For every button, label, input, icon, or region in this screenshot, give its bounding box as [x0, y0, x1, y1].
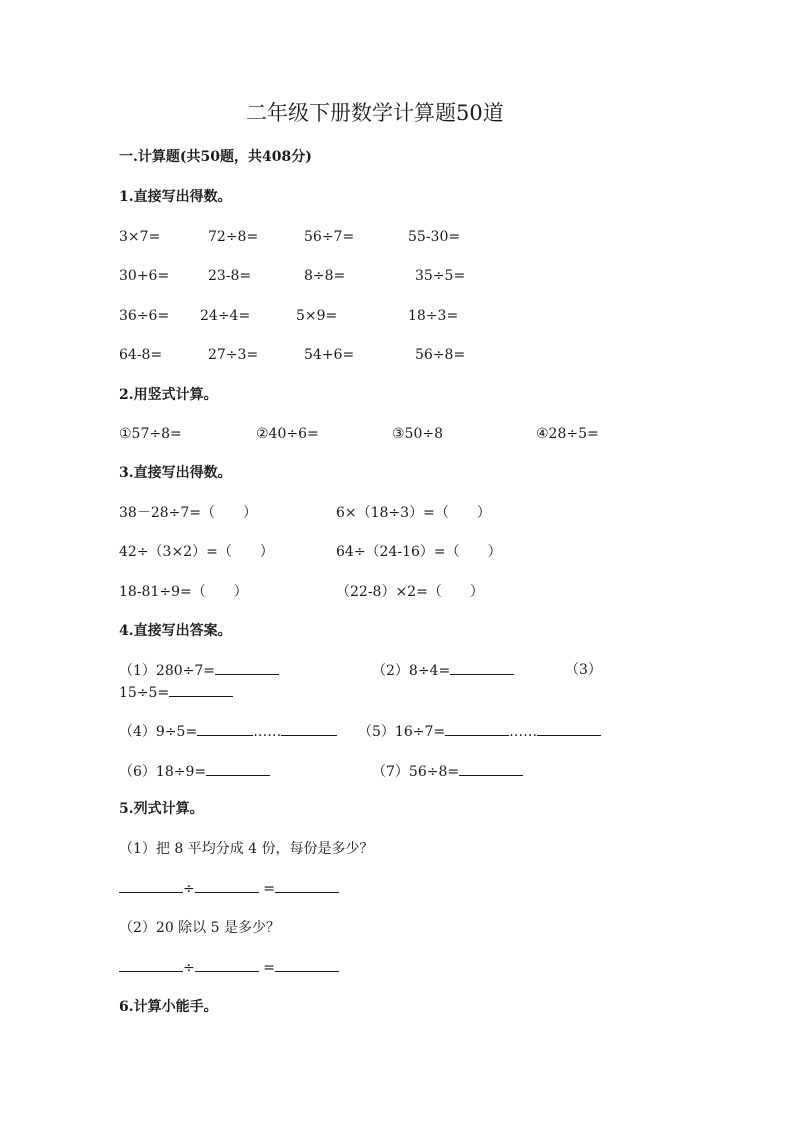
q1-item: 72÷8=: [208, 229, 259, 245]
q3-heading: 3.直接写出得数。: [119, 465, 232, 481]
q1-item: 23-8=: [208, 268, 252, 284]
page-title: 二年级下册数学计算题50道: [246, 101, 504, 125]
q1-item: 24÷4=: [200, 308, 251, 324]
q4-item-label: （5）16÷7=: [358, 724, 446, 740]
q4-item-label: （3）: [565, 662, 602, 678]
q2-item: ③50÷8: [392, 426, 444, 442]
answer-blank: [119, 879, 183, 893]
answer-blank: [445, 722, 509, 736]
q4-item: [358, 722, 601, 741]
q4-item-label: 15÷5=: [119, 685, 170, 701]
answer-blank: [450, 661, 514, 675]
equals-sign: =: [263, 881, 275, 897]
q4-item: [119, 661, 279, 680]
q1-item: 56÷7=: [304, 229, 355, 245]
q2-item: ②40÷6=: [256, 426, 319, 442]
q4-item: [372, 762, 523, 781]
answer-blank: [275, 879, 339, 893]
q1-item: 56÷8=: [415, 347, 466, 363]
remainder-blank: [281, 722, 337, 736]
q3-item: （22-8）×2=（ ）: [336, 584, 484, 600]
divide-sign: ÷: [183, 960, 195, 976]
divide-sign: ÷: [183, 881, 195, 897]
answer-blank: [215, 661, 279, 675]
q1-item: 30+6=: [119, 268, 170, 284]
q4-item-label: （1）280÷7=: [119, 663, 215, 679]
q3-item: 6×（18÷3）=（ ）: [336, 505, 491, 521]
q3-item: 18-81÷9=（ ）: [119, 584, 248, 600]
q1-item: 5×9=: [296, 308, 338, 324]
q6-heading: 6.计算小能手。: [119, 999, 218, 1015]
q5-problem-1: （1）把 8 平均分成 4 份，每份是多少？: [119, 841, 374, 857]
answer-blank: [206, 762, 270, 776]
section-heading: 一.计算题(共50题，共408分): [119, 149, 312, 165]
q3-item: 64÷（24-16）=（ ）: [336, 544, 502, 560]
q1-item: 8÷8=: [304, 268, 346, 284]
answer-blank: [169, 683, 233, 697]
answer-blank: [119, 958, 183, 972]
q3-item: 38－28÷7=（ ）: [119, 505, 257, 521]
q5-heading: 5.列式计算。: [119, 801, 204, 817]
q1-item: 36÷6=: [119, 308, 170, 324]
q4-item-label: （7）56÷8=: [372, 764, 460, 780]
q1-heading: 1.直接写出得数。: [119, 189, 232, 205]
q4-item: [119, 722, 337, 741]
ellipsis: ……: [509, 724, 538, 740]
answer-blank: [195, 879, 259, 893]
q2-item: ①57÷8=: [119, 426, 182, 442]
q4-item: [119, 762, 270, 781]
q4-item-label: （6）18÷9=: [119, 764, 207, 780]
q4-item: [119, 683, 233, 702]
q5-problem-2: （2）20 除以 5 是多少？: [119, 920, 280, 936]
remainder-blank: [537, 722, 601, 736]
q1-item: 55-30=: [408, 229, 461, 245]
q1-item: 3×7=: [119, 229, 161, 245]
q1-item: 64-8=: [119, 347, 163, 363]
answer-blank: [197, 722, 253, 736]
q2-item: ④28÷5=: [536, 426, 599, 442]
equals-sign: =: [263, 960, 275, 976]
q4-item-label: （4）9÷5=: [119, 724, 198, 740]
q2-heading: 2.用竖式计算。: [119, 387, 218, 403]
q4-item: [372, 661, 514, 680]
q4-heading: 4.直接写出答案。: [119, 623, 232, 639]
q3-item: 42÷（3×2）=（ ）: [119, 544, 274, 560]
q1-item: 27÷3=: [208, 347, 259, 363]
answer-blank: [275, 958, 339, 972]
q1-item: 54+6=: [304, 347, 355, 363]
answer-blank: [195, 958, 259, 972]
answer-blank: [459, 762, 523, 776]
q1-item: 35÷5=: [415, 268, 466, 284]
q5-answer-line-1: [119, 879, 339, 898]
q4-item-label: （2）8÷4=: [372, 663, 451, 679]
ellipsis: ……: [253, 724, 282, 740]
q1-item: 18÷3=: [408, 308, 459, 324]
q5-answer-line-2: [119, 958, 339, 977]
